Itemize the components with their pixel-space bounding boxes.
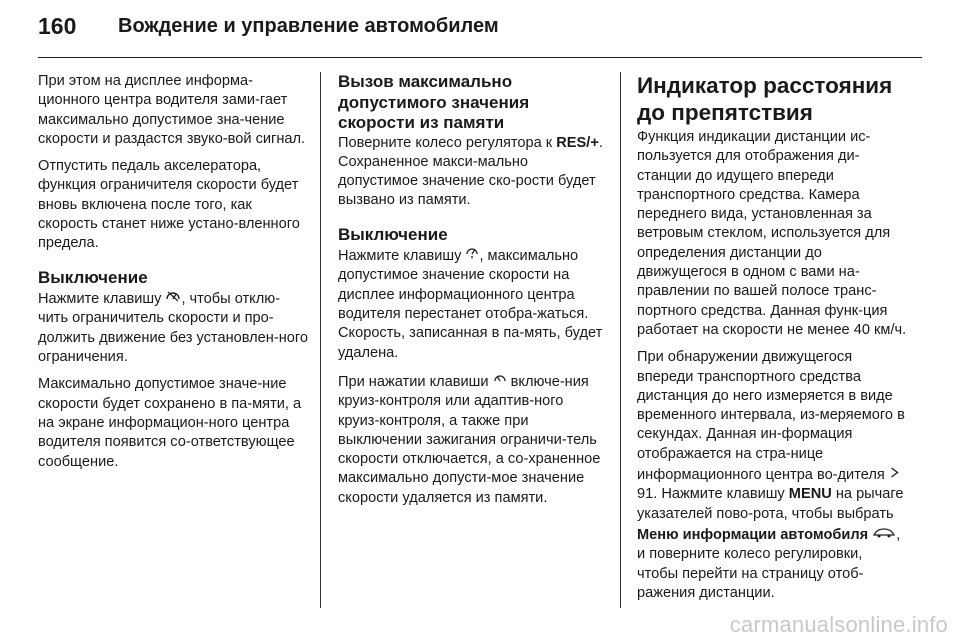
- paragraph: Максимально допустимое значе-ние скорости будет сохранено в па-мяти, а на экране информацион-ного центра водителя появится со-ответствующее сообщение.: [38, 376, 302, 470]
- paragraph: При этом на дисплее информа-ционного центра водителя зами-гает максимально допустимое зна-чение скорости и раздастся звуко-вой сигнал.: [38, 73, 306, 147]
- paragraph: Функция индикации дистанции ис-пользуется для отображения ди-станции до идущего впереди транспортного средства. Камера переднего вида, установленная за ветровым стеклом, используется для определения дистанции до движущегося в одном с вами на-правлении по вашей полосе транс-портного средства. Данная функ-ция работает на скорости не менее 40 км/ч.: [637, 129, 907, 338]
- res-plus-key: RES/+: [556, 134, 599, 151]
- section-heading-off: Выключение: [38, 267, 148, 287]
- text: ,: [896, 526, 901, 543]
- text: При нажатии клавиши: [338, 373, 489, 390]
- text: на рычаге указателей пово-рота, чтобы выбрать: [637, 486, 904, 522]
- text: Поверните колесо регулятора к: [338, 134, 553, 151]
- menu-item-vehicle-info: Меню информации автомобиля: [637, 526, 869, 543]
- text: . Нажмите клавишу: [653, 486, 785, 503]
- page-number: 160: [38, 12, 77, 39]
- section-heading-distance: Индикатор расстояния до препятствия: [637, 73, 893, 125]
- page-reference: 91: [637, 486, 654, 503]
- header-divider: [38, 57, 922, 58]
- section-heading-off: Выключение: [338, 224, 448, 244]
- text: Нажмите клавишу: [338, 248, 462, 265]
- text: Нажмите клавишу: [38, 291, 162, 308]
- text: и поверните колесо регулировки, чтобы перейти на страницу отоб-ражения дистанции.: [637, 546, 864, 601]
- menu-key: MENU: [788, 486, 832, 503]
- reference-arrow-icon: [889, 464, 900, 483]
- section-heading-recall: Вызов максимально допустимого значения скорости из памяти: [338, 72, 530, 132]
- column-right: [637, 72, 907, 611]
- speed-limiter-icon: [465, 245, 479, 264]
- speed-limiter-off-icon: [165, 288, 181, 307]
- paragraph: [338, 371, 608, 508]
- column-divider-2: [620, 72, 621, 608]
- text: . Сохраненное макси-мально допустимое значение ско-рости будет вызвано из памяти.: [338, 134, 603, 209]
- paragraph: [637, 348, 907, 603]
- column-divider-1: [320, 72, 321, 608]
- text: , чтобы отклю-чить ограничитель скорости и про-должить движение без установлен-ного ограничения.: [38, 291, 309, 366]
- page-header: [38, 6, 499, 46]
- text: При обнаружении движущегося впереди транспортного средства дистанция до него измеряется в виде временного интервала, из-меряемого в секундах. Данная ин-формация отображается на стра-нице информационного центра во-дителя: [637, 349, 905, 484]
- text: , максимально допустимое значение скорости на дисплее информационного центра водителя перестанет отобра-жаться. Скорость, записанная в па-мять, будет удалена.: [338, 248, 603, 361]
- watermark: carmanualsonline.info: [729, 612, 948, 637]
- paragraph: [338, 134, 608, 211]
- column-middle: [338, 72, 608, 516]
- text: включе-ния круиз-контроля или адаптив-ного круиз-контроля, а также при выключении зажигания ограничи-тель скорости отключается, а со-храненное максимально допусти-мое значение скорости удаляется из памяти.: [338, 373, 601, 506]
- paragraph: [338, 245, 608, 363]
- paragraph: Отпустить педаль акселератора, функция ограничителя скорости будет вновь включена после того, как скорость станет ниже устано-вленного предела.: [38, 158, 300, 252]
- column-left: [38, 72, 308, 480]
- page-title: Вождение и управление автомобилем: [118, 14, 499, 37]
- cruise-control-icon: [493, 371, 507, 390]
- paragraph: [38, 288, 308, 367]
- car-icon: [872, 524, 896, 543]
